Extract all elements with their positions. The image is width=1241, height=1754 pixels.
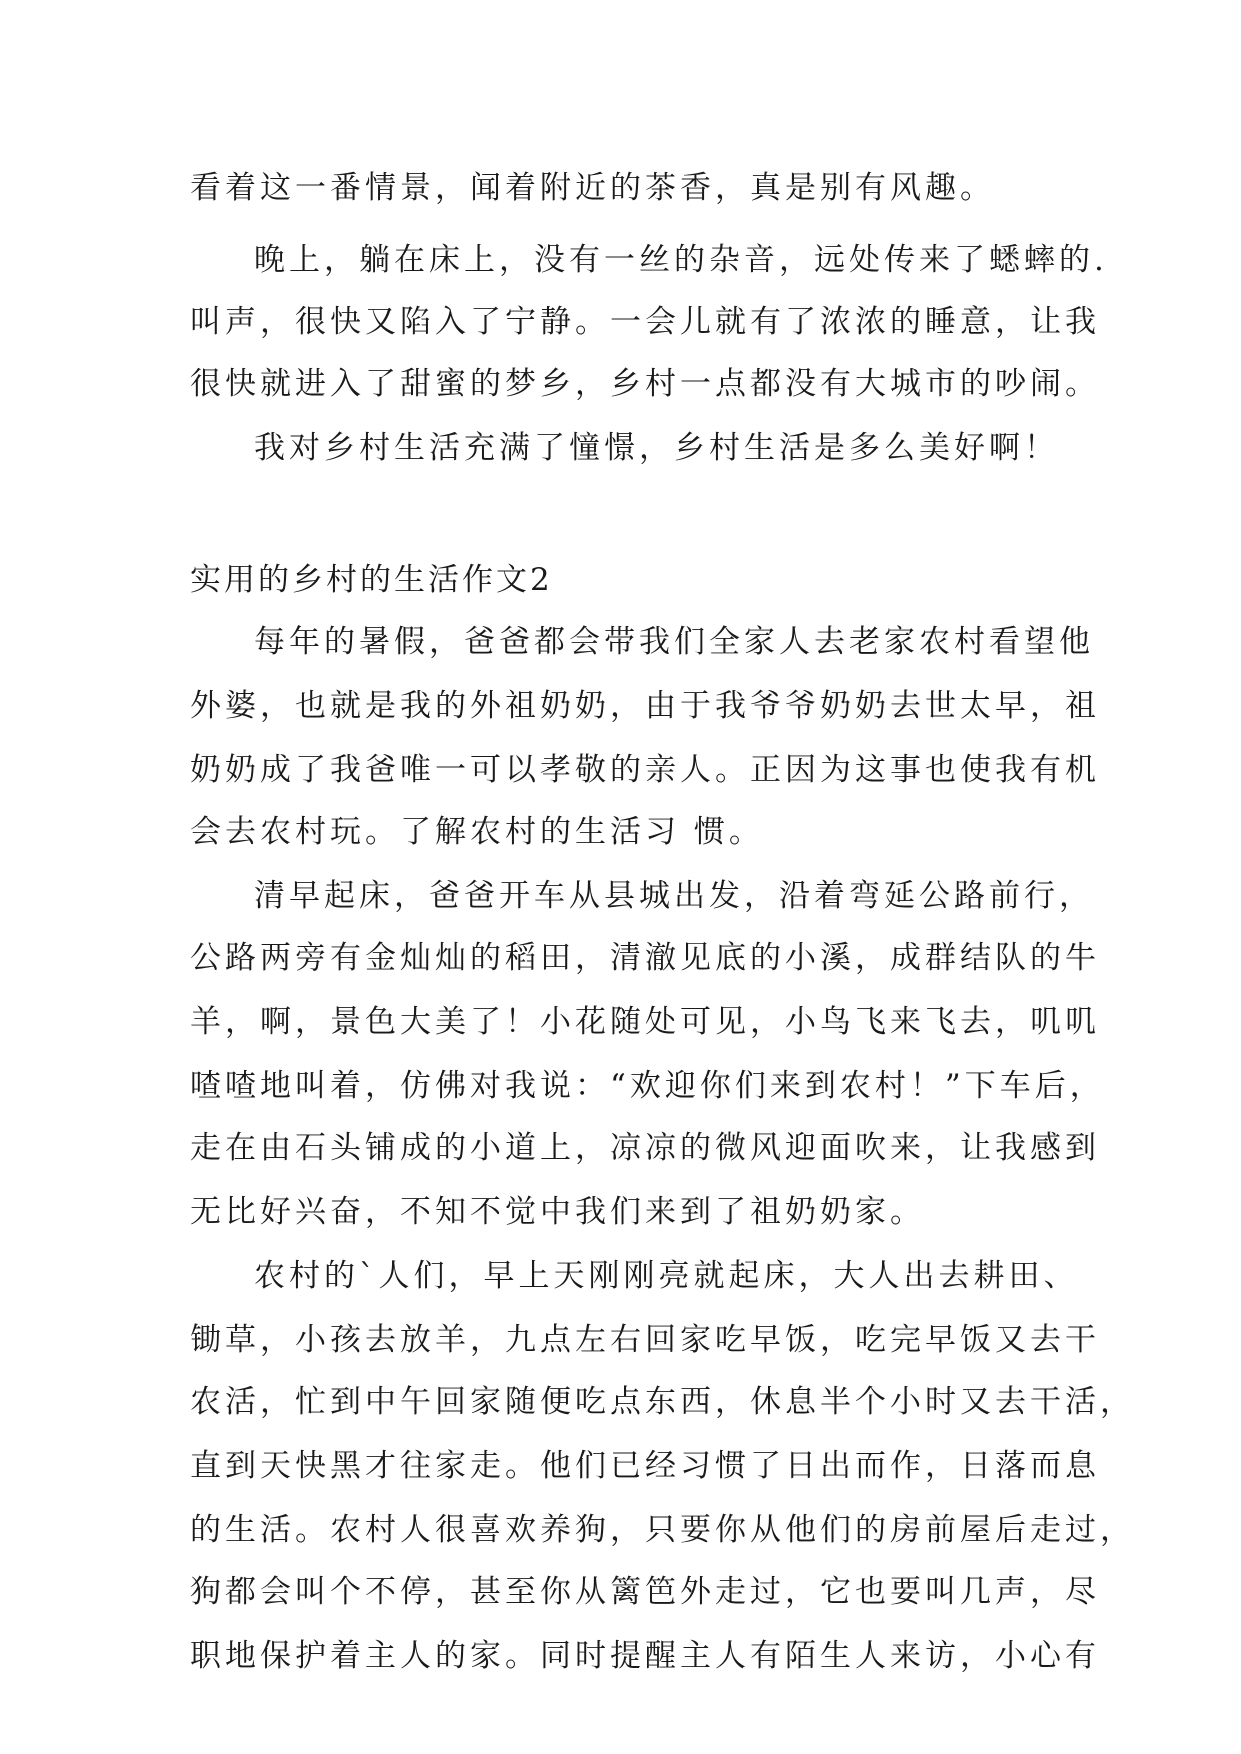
paragraph-start-line: 农村的`人们，早上天刚刚亮就起床，大人出去耕田、 (254, 1258, 1079, 1294)
text-line-4: 很快就进入了甜蜜的梦乡，乡村一点都没有大城市的吵闹。 (190, 366, 1100, 402)
paragraph-start-line: 我对乡村生活充满了憧憬，乡村生活是多么美好啊！ (254, 430, 1059, 466)
text-line-23: 职地保护着主人的家。同时提醒主人有陌生人来访，小心有 (190, 1638, 1100, 1674)
text-line-9: 奶奶成了我爸唯一可以孝敬的亲人。正因为这事也使我有机 (190, 752, 1100, 788)
text-line-16: 无比好兴奋，不知不觉中我们来到了祖奶奶家。 (190, 1194, 925, 1230)
text-line-12: 公路两旁有金灿灿的稻田，清澈见底的小溪，成群结队的牛 (190, 940, 1100, 976)
paragraph-start-line: 每年的暑假，爸爸都会带我们全家人去老家农村看望他 (254, 624, 1094, 660)
text-line-14: 喳喳地叫着，仿佛对我说：“欢迎你们来到农村！”下车后， (190, 1068, 1105, 1104)
text-line-10: 会去农村玩。了解农村的生活习 惯。 (190, 814, 764, 850)
section-title: 实用的乡村的生活作文2 (190, 562, 553, 598)
text-line-3: 叫声，很快又陷入了宁静。一会儿就有了浓浓的睡意，让我 (190, 304, 1100, 340)
text-line-8: 外婆，也就是我的外祖奶奶，由于我爷爷奶奶去世太早，祖 (190, 688, 1100, 724)
text-line-15: 走在由石头铺成的小道上，凉凉的微风迎面吹来，让我感到 (190, 1130, 1100, 1166)
text-line-1: 看着这一番情景，闻着附近的茶香，真是别有风趣。 (190, 170, 995, 206)
paragraph-start-line: 晚上，躺在床上，没有一丝的杂音，远处传来了蟋蟀的. (254, 242, 1108, 278)
text-line-19: 农活，忙到中午回家随便吃点东西，休息半个小时又去干活， (190, 1384, 1135, 1420)
text-line-18: 锄草，小孩去放羊，九点左右回家吃早饭，吃完早饭又去干 (190, 1322, 1100, 1358)
paragraph-start-line: 清早起床，爸爸开车从县城出发，沿着弯延公路前行， (254, 878, 1094, 914)
text-line-22: 狗都会叫个不停，甚至你从篱笆外走过，它也要叫几声，尽 (190, 1574, 1100, 1610)
text-line-21: 的生活。农村人很喜欢养狗，只要你从他们的房前屋后走过， (190, 1512, 1135, 1548)
text-line-13: 羊，啊，景色大美了！小花随处可见，小鸟飞来飞去，叽叽 (190, 1004, 1100, 1040)
text-line-20: 直到天快黑才往家走。他们已经习惯了日出而作，日落而息 (190, 1448, 1100, 1484)
